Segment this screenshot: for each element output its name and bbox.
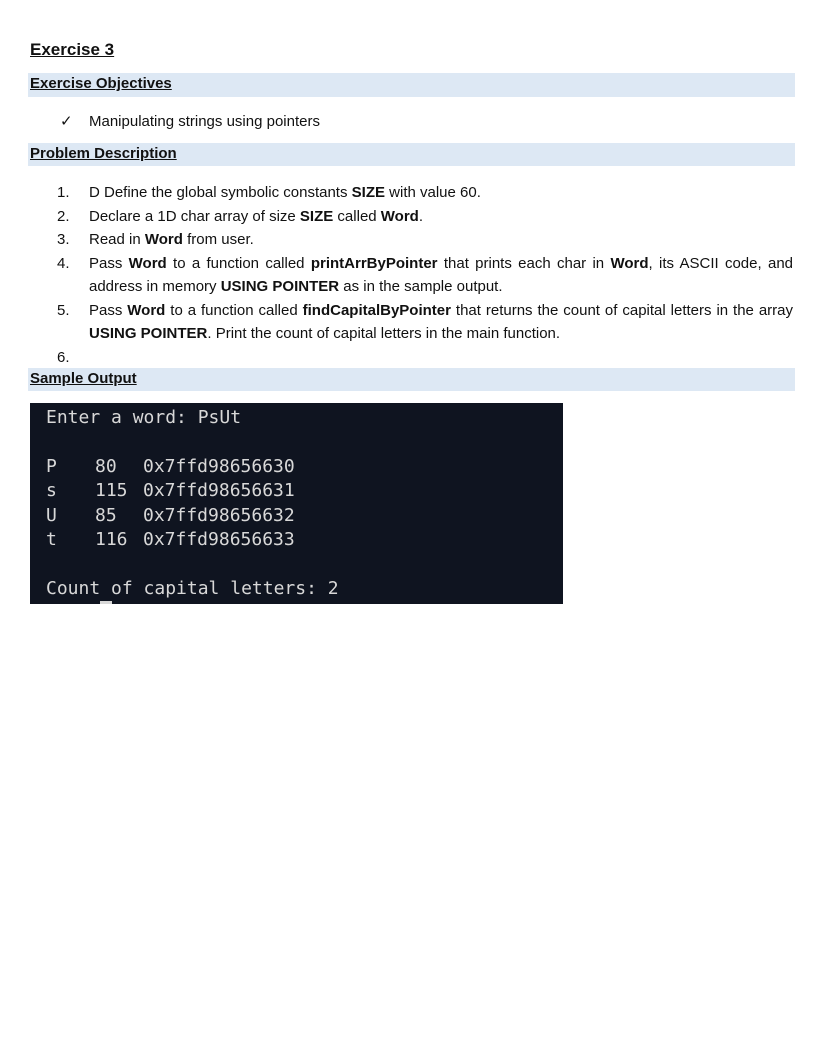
step-item (0, 252, 821, 299)
address-value: 0x7ffd98656633 (143, 529, 295, 550)
step-number: 5. (57, 301, 70, 319)
address-value: 0x7ffd98656632 (143, 505, 295, 526)
step-item (0, 205, 821, 229)
address-value: 0x7ffd98656630 (143, 456, 295, 477)
step-text: D Define the global symbolic constants SIZE with value 60. (89, 184, 481, 201)
terminal-prompt-line: Enter a word: PsUt (46, 407, 242, 428)
char-value: U (46, 505, 57, 526)
step-text: Pass Word to a function called printArrByPointer that prints each char in Word, its ASCII code, and address in memory USING POINTER as in the sample output. (89, 254, 793, 295)
ascii-value: 116 (95, 529, 128, 550)
step-number: 1. (57, 184, 70, 201)
objectives-band (28, 73, 795, 97)
sample-band (28, 368, 795, 391)
terminal-row (46, 505, 295, 526)
ascii-value: 115 (95, 480, 128, 501)
problem-steps-list (0, 181, 821, 369)
terminal-row (46, 480, 295, 501)
checkmark-icon: ✓ (60, 113, 73, 130)
step-number: 4. (57, 254, 70, 272)
step-item (0, 299, 821, 346)
objective-text: Manipulating strings using pointers (89, 112, 320, 130)
problem-heading: Problem Description (30, 145, 177, 162)
step-text: Read in Word from user. (89, 231, 254, 248)
exercise-title: Exercise 3 (30, 40, 115, 59)
step-text: Pass Word to a function called findCapitalByPointer that returns the count of capital letters in the array USING POINTER. Print the count of capital letters in the main function. (89, 301, 794, 342)
address-value: 0x7ffd98656631 (143, 480, 295, 501)
step-number: 2. (57, 207, 70, 225)
char-value: t (46, 529, 57, 550)
step-item (0, 181, 821, 205)
step-text: Declare a 1D char array of size SIZE called Word. (89, 207, 424, 225)
step-item (0, 228, 821, 252)
terminal-count-line: Count of capital letters: 2 (46, 578, 339, 599)
terminal-row (46, 456, 295, 477)
ascii-value: 85 (95, 505, 117, 526)
step-text (89, 346, 793, 370)
terminal-output (30, 403, 563, 604)
step-number: 6. (57, 348, 70, 366)
objectives-heading: Exercise Objectives (30, 75, 172, 92)
terminal-row (46, 529, 295, 550)
step-item (0, 346, 821, 370)
ascii-value: 80 (95, 456, 117, 477)
terminal-cursor (100, 601, 112, 604)
step-number: 3. (57, 231, 70, 248)
problem-band (28, 143, 795, 166)
char-value: P (46, 456, 57, 477)
char-value: s (46, 480, 57, 501)
sample-heading: Sample Output (30, 370, 137, 387)
objective-item (60, 112, 320, 130)
